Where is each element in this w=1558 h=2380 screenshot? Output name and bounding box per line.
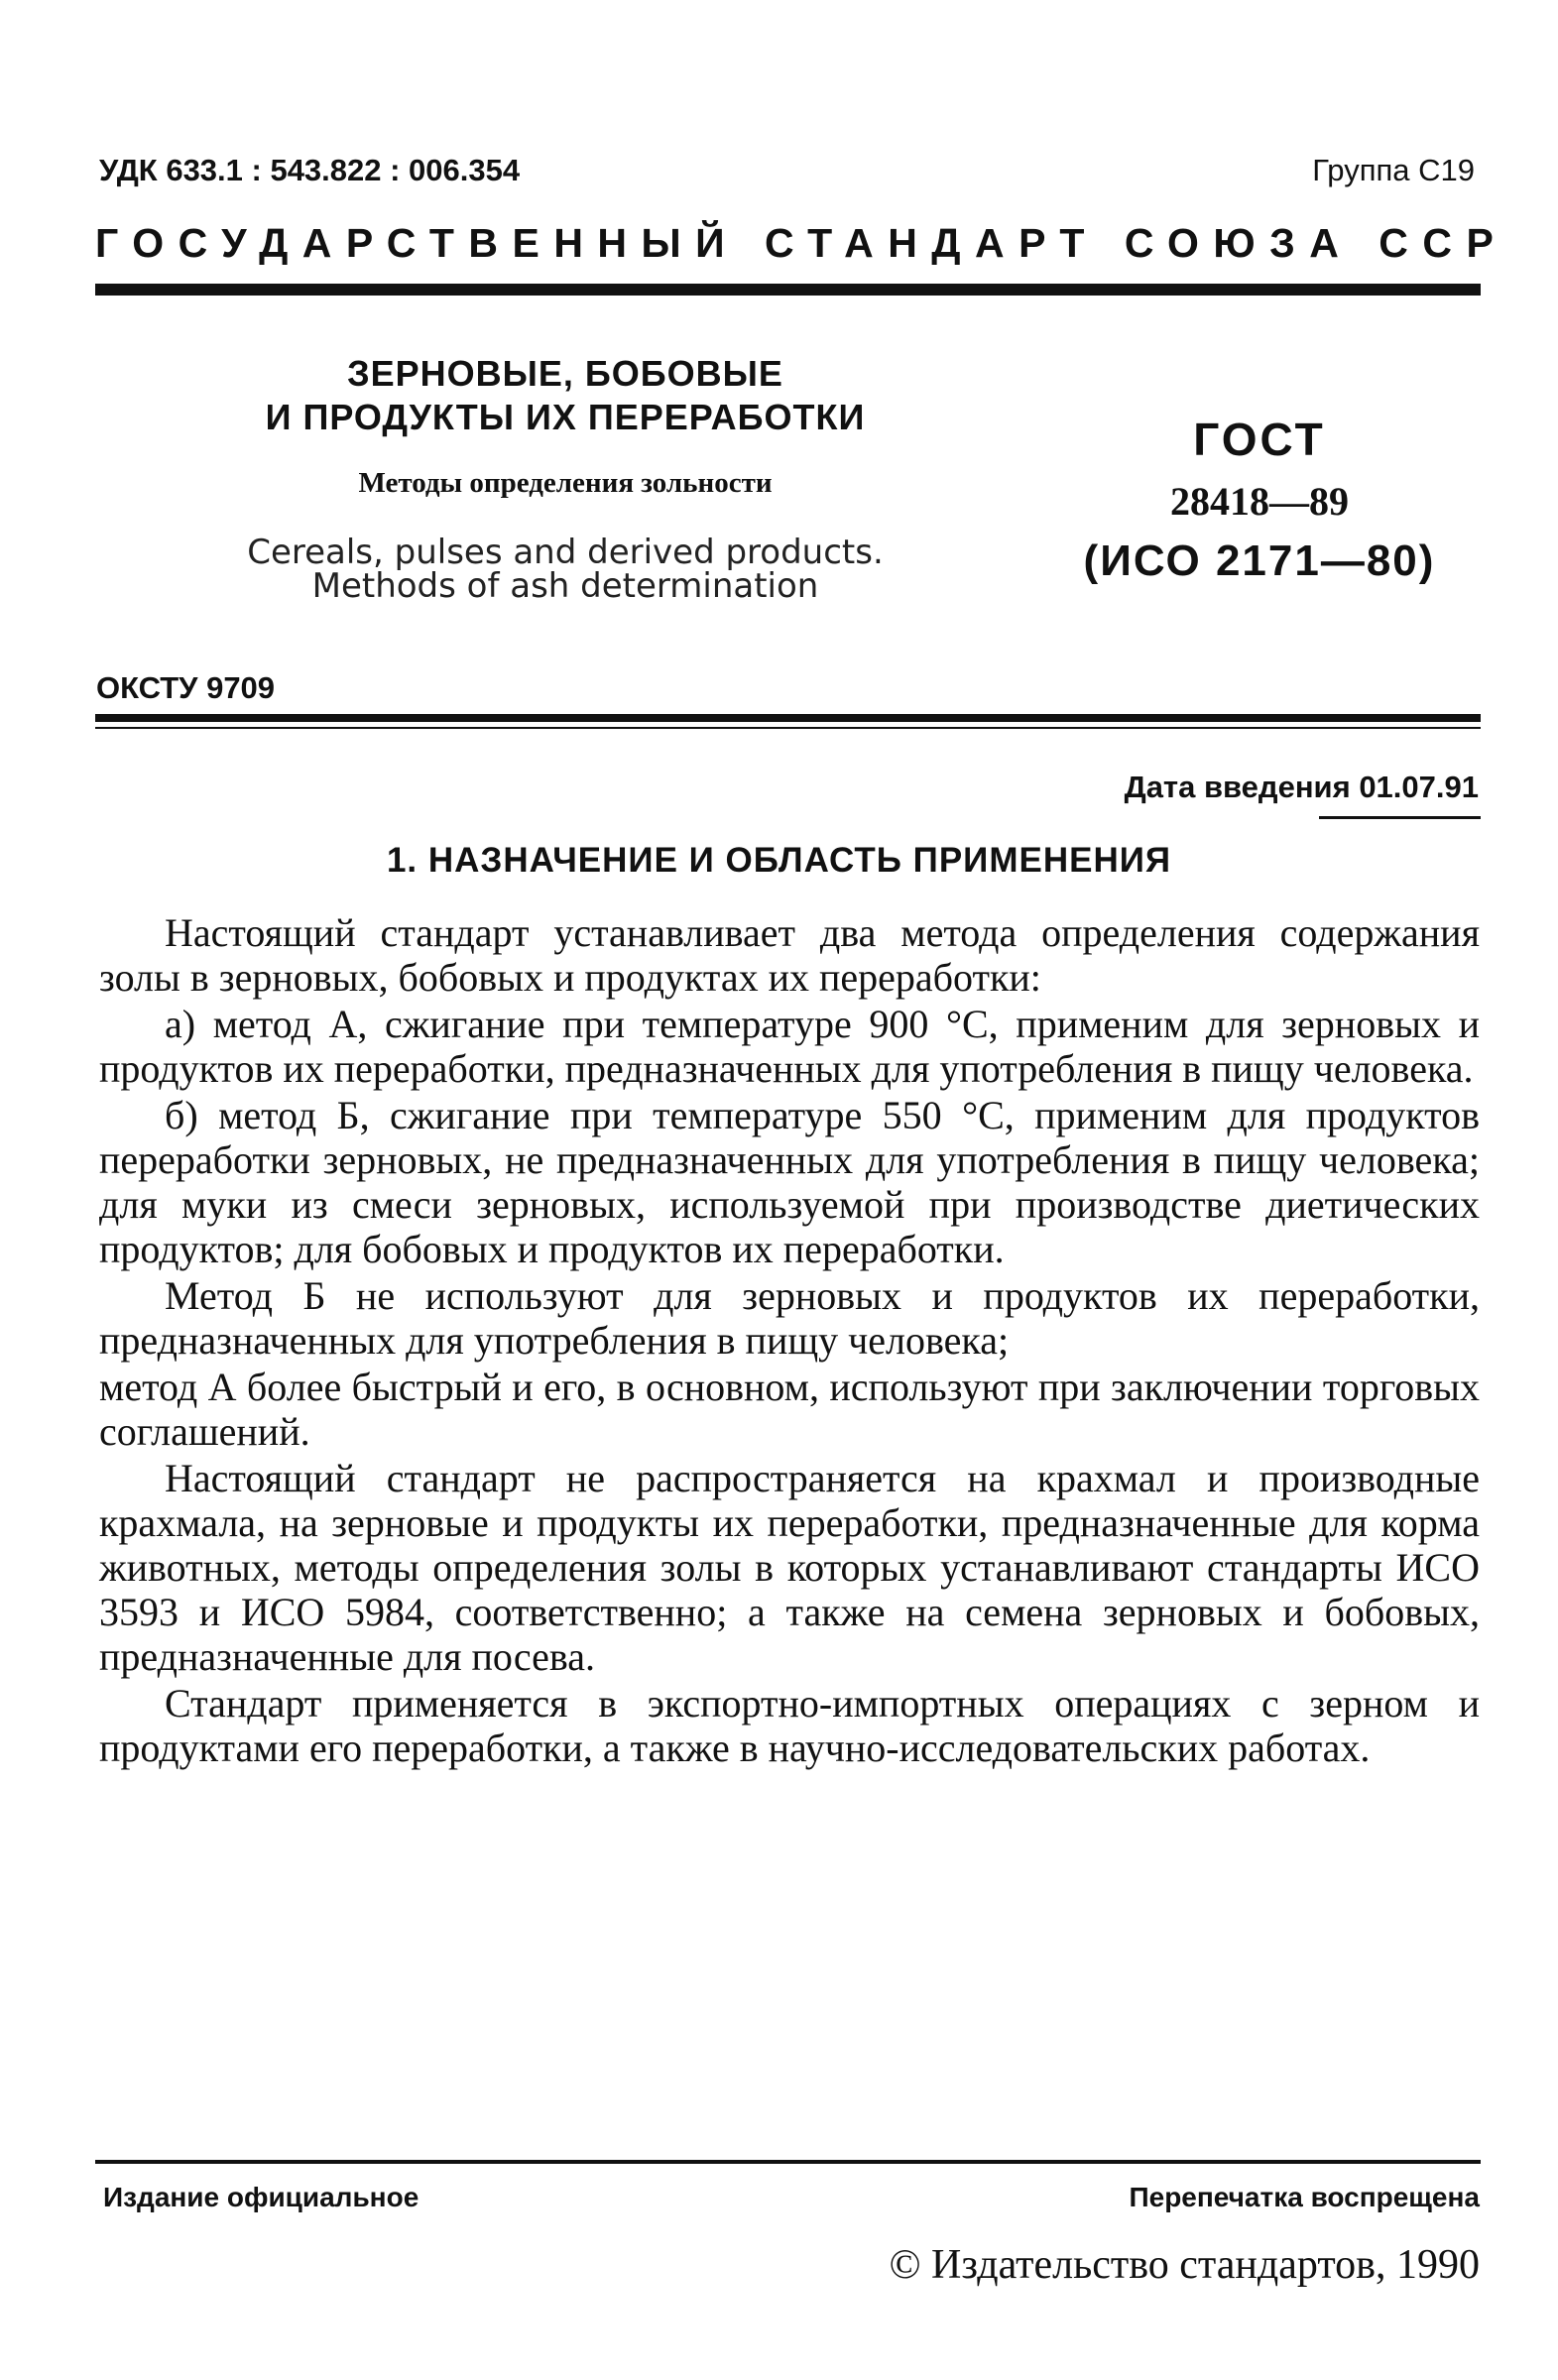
title-block (218, 352, 912, 606)
footer-rule (95, 2160, 1481, 2164)
mid-thick-rule (95, 714, 1481, 722)
paragraph: Стандарт применяется в экспортно-импортных операциях с зерном и продуктами его переработки, а также в научно-исследовательских работах. (99, 1681, 1480, 1770)
title-ru (218, 352, 912, 439)
iso-number: (ИСО 2171—80) (1083, 536, 1436, 585)
paragraph: а) метод А, сжигание при температуре 900 °С, применим для зерновых и продуктов их переработки, предназначенных для употребления в пищу человека. (99, 1002, 1480, 1091)
title-en-line1: Cereals, pulses and derived products. (247, 533, 884, 572)
gost-number: 28418—89 (1170, 479, 1349, 524)
mid-thin-rule (95, 727, 1481, 729)
state-standard-heading: ГОСУДАРСТВЕННЫЙ СТАНДАРТ СОЮЗА ССР (95, 220, 1508, 266)
intro-date: Дата введения 01.07.91 (1124, 770, 1479, 804)
title-ru-line2: И ПРОДУКТЫ ИХ ПЕРЕРАБОТКИ (265, 397, 866, 437)
edition-note: Издание официальное (103, 2182, 419, 2212)
date-underline (1319, 816, 1481, 819)
top-thick-rule (95, 284, 1481, 296)
udk-code: УДК 633.1 : 543.822 : 006.354 (99, 153, 521, 187)
paragraph: Метод Б не используют для зерновых и продуктов их переработки, предназначенных для употребления в пищу человека; (99, 1273, 1480, 1363)
group-code: Группа С19 (1312, 153, 1475, 187)
title-en-line2: Methods of ash determination (311, 566, 819, 606)
subtitle-ru: Методы определения зольности (358, 467, 773, 499)
title-ru-line1: ЗЕРНОВЫЕ, БОБОВЫЕ (347, 353, 783, 394)
gost-label: ГОСТ (1193, 414, 1326, 465)
paragraph: метод А более быстрый и его, в основном, используют при заключении торговых соглашений. (99, 1365, 1480, 1454)
paragraph: б) метод Б, сжигание при температуре 550 °С, применим для продуктов переработки зерновых, не предназначенных для употребления в пищу человека; для муки из смеси зерновых, используемой при производстве диетических продуктов; для бобовых и продуктов их переработки. (99, 1093, 1480, 1271)
copyright: © Издательство стандартов, 1990 (889, 2242, 1480, 2288)
body-text (99, 910, 1480, 1772)
paragraph: Настоящий стандарт не распространяется на крахмал и производные крахмала, на зерновые и продукты их переработки, предназначенные для корма животных, методы определения золы в которых устанавливают стандарты ИСО 3593 и ИСО 5984, соответственно; а также на семена зерновых и бобовых, предназначенные для посева. (99, 1456, 1480, 1679)
paragraph: Настоящий стандарт устанавливает два метода определения содержания золы в зерновых, бобовых и продуктах их переработки: (99, 910, 1480, 1000)
designation-block (1071, 412, 1448, 590)
section-title: 1. НАЗНАЧЕНИЕ И ОБЛАСТЬ ПРИМЕНЕНИЯ (386, 841, 1172, 880)
title-en (218, 533, 912, 606)
okstu-code: ОКСТУ 9709 (96, 670, 276, 705)
reprint-note: Перепечатка воспрещена (1129, 2182, 1480, 2212)
